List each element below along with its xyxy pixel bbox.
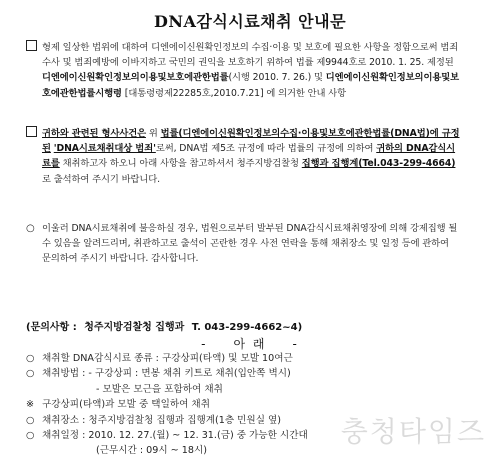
list-label: 채취일정 : bbox=[42, 430, 86, 442]
list-value: 구강상피(타액) 및 모발 10여근 bbox=[161, 353, 293, 364]
list-label: 채취할 DNA감식시료 종류 : bbox=[42, 353, 159, 364]
para2-text-e: 로 출석하여 주시기 바랍니다. bbox=[42, 173, 160, 185]
para1-text-c: [대통령령제22285호,2010.7.21] 에 의거한 안내 사항 bbox=[121, 87, 346, 99]
list-bullet: ○ bbox=[26, 353, 35, 364]
checkbox-square-icon bbox=[26, 40, 37, 55]
list-value: 구강상피(타액)과 모발 중 택일하여 채취 bbox=[42, 399, 210, 411]
list-value: - 구강상피 : 면봉 채취 키트로 채취(입안쪽 벽시) bbox=[88, 368, 291, 380]
para2-bold-b: 법률(디엔에이신원확인정보의수집·이용및보호에관한법률(DNA법)에 규정된 bbox=[42, 128, 460, 155]
para2-bold-c: 'DNA시료채취대상 범죄' bbox=[53, 143, 156, 155]
document-title: DNA감식시료채취 안내문 bbox=[153, 12, 347, 31]
contact-org: 청주지방검찰청 집행과 bbox=[84, 322, 185, 333]
checkbox-square-icon bbox=[26, 126, 37, 141]
para3-text: 이울러 DNA시료채취에 불응하실 경우, 법원으로부터 발부된 DNA감식시료채취영장에 의해 강제집행 될 수 있음을 알려드리며, 취관하고로 출석이 곤란한 경우 사전 연락을 통해 채취장소 및 일정 등에 관하여 문의하여 주시기 바랍니다. 감사합니다. bbox=[42, 223, 458, 265]
contact-tel: T. 043-299-4662~4) bbox=[191, 322, 303, 333]
para1-law-name: 디엔에이신원확인정보의이용및보호에관한법률 bbox=[42, 72, 229, 84]
list-value: (근무시간 : 09시 ~ 18시) bbox=[96, 445, 207, 457]
para2-text-c: 로써, DNA법 제5조 규정에 따라 법률의 규정에 의하여 bbox=[155, 143, 377, 155]
paragraph-legal-basis bbox=[42, 40, 460, 101]
list-value: 청주지방검찰청 집행과 집행계(1층 민원실 옆) bbox=[88, 414, 282, 426]
heading-dash-left: - bbox=[201, 337, 208, 351]
paragraph-request bbox=[42, 126, 460, 187]
para2-text-d: 채취하고자 하오니 아래 사항을 참고하셔서 청주지방검찰청 bbox=[59, 158, 302, 170]
list-label: 채취방법 : bbox=[42, 368, 86, 380]
para2-text-a: 위 bbox=[145, 128, 161, 139]
newspaper-watermark: 충청타임즈 bbox=[340, 415, 486, 448]
list-item bbox=[26, 351, 486, 366]
list-item bbox=[26, 382, 486, 397]
para2-bold-d: 귀하의 DNA감식시료를 bbox=[42, 143, 456, 170]
list-value: - 모발은 모근을 포함하여 채취 bbox=[96, 383, 223, 395]
list-bullet: ○ bbox=[26, 430, 35, 442]
paragraph-notice bbox=[26, 221, 460, 267]
contact-label: (문의사항 : bbox=[26, 322, 77, 333]
list-bullet: ※ bbox=[26, 399, 35, 411]
heading-dash-right: - bbox=[292, 337, 299, 351]
para2-bold-a: 귀하와 관련된 형사사건은 bbox=[42, 128, 146, 139]
list-bullet: ○ bbox=[26, 368, 35, 380]
para1-text-a: 형제 일상한 법위에 대하여 디엔에이신원확인정보의 수집·이용 및 보호에 필요한 사항을 정함으로써 범죄수사 및 범죄예방에 이바지하고 국민의 권익을 보호하기 위하여 법률 제9944호로 2010. 1. 25. 제정된 bbox=[42, 42, 459, 69]
contact-line bbox=[26, 318, 486, 333]
list-value: 2010. 12. 27.(월) ~ 12. 31.(금) 중 가능한 시간대 bbox=[88, 430, 308, 442]
section-heading-below bbox=[0, 335, 500, 352]
list-item bbox=[26, 366, 486, 381]
list-bullet: ○ bbox=[26, 414, 35, 426]
list-label: 채취장소 : bbox=[42, 414, 86, 426]
heading-text: 아 래 bbox=[233, 337, 267, 351]
para1-decree-name: 디엔에이신원확인정보의이용및보호에관한법률시행령 bbox=[42, 72, 459, 99]
circle-bullet-icon: ○ bbox=[26, 223, 35, 234]
para1-text-b: (시행 2010. 7. 26.) 및 bbox=[228, 72, 326, 84]
para2-contact-tel: 집행과 집행계(Tel.043-299-4664) bbox=[301, 158, 456, 170]
